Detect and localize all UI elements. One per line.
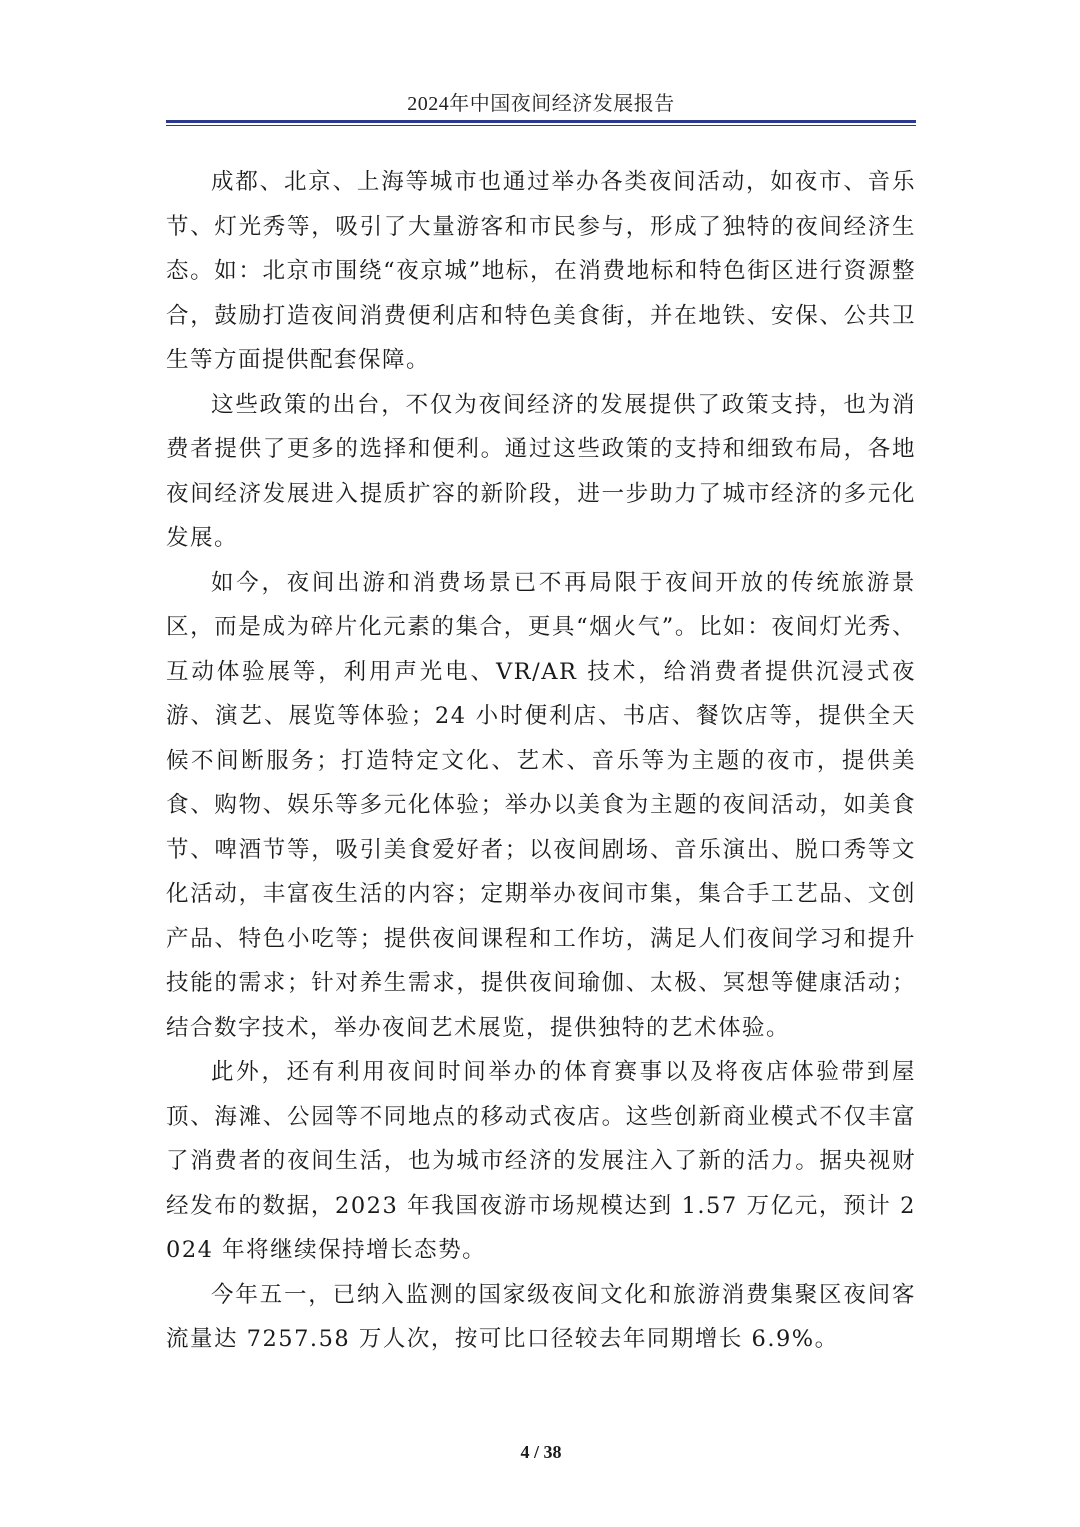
header-rule-thin <box>166 125 916 126</box>
paragraph-innovation-market-size: 此外，还有利用夜间时间举办的体育赛事以及将夜店体验带到屋顶、海滩、公园等不同地点的移动式夜店。这些创新商业模式不仅丰富了消费者的夜间生活，也为城市经济的发展注入了新的活力。据央视财经发布的数据，2023 年我国夜游市场规模达到 1.57 万亿元，预计 2024 年将继续保持增长态势。 <box>166 1059 916 1263</box>
paragraph-policy-impact: 这些政策的出台，不仅为夜间经济的发展提供了政策支持，也为消费者提供了更多的选择和便利。通过这些政策的支持和细致布局，各地夜间经济发展进入提质扩容的新阶段，进一步助力了城市经济的多元化发展。 <box>166 391 916 551</box>
paragraph-consumption-scenes: 如今，夜间出游和消费场景已不再局限于夜间开放的传统旅游景区，而是成为碎片化元素的集合，更具“烟火气”。比如：夜间灯光秀、互动体验展等，利用声光电、VR/AR 技术，给消费者提供沉浸式夜游、演艺、展览等体验；24 小时便利店、书店、餐饮店等，提供全天候不间断服务；打造特定文化、艺术、音乐等为主题的夜市，提供美食、购物、娱乐等多元化体验；举办以美食为主题的夜间活动，如美食节、啤酒节等，吸引美食爱好者；以夜间剧场、音乐演出、脱口秀等文化活动，丰富夜生活的内容；定期举办夜间市集，集合手工艺品、文创产品、特色小吃等；提供夜间课程和工作坊，满足人们夜间学习和提升技能的需求；针对养生需求，提供夜间瑜伽、太极、冥想等健康活动；结合数字技术，举办夜间艺术展览，提供独特的艺术体验。 <box>166 569 916 1041</box>
paragraph-city-activities: 成都、北京、上海等城市也通过举办各类夜间活动，如夜市、音乐节、灯光秀等，吸引了大量游客和市民参与，形成了独特的夜间经济生态。如：北京市围绕“夜京城”地标，在消费地标和特色街区进行资源整合，鼓励打造夜间消费便利店和特色美食街，并在地铁、安保、公共卫生等方面提供配套保障。 <box>166 169 916 373</box>
paragraph-may-day-visitors: 今年五一，已纳入监测的国家级夜间文化和旅游消费集聚区夜间客流量达 7257.58 万人次，按可比口径较去年同期增长 6.9%。 <box>166 1281 916 1352</box>
header-rule-thick <box>166 120 916 123</box>
page-number: 4 / 38 <box>520 1442 562 1462</box>
running-header: 2024年中国夜间经济发展报告 <box>407 93 675 115</box>
document-body <box>166 160 916 1362</box>
